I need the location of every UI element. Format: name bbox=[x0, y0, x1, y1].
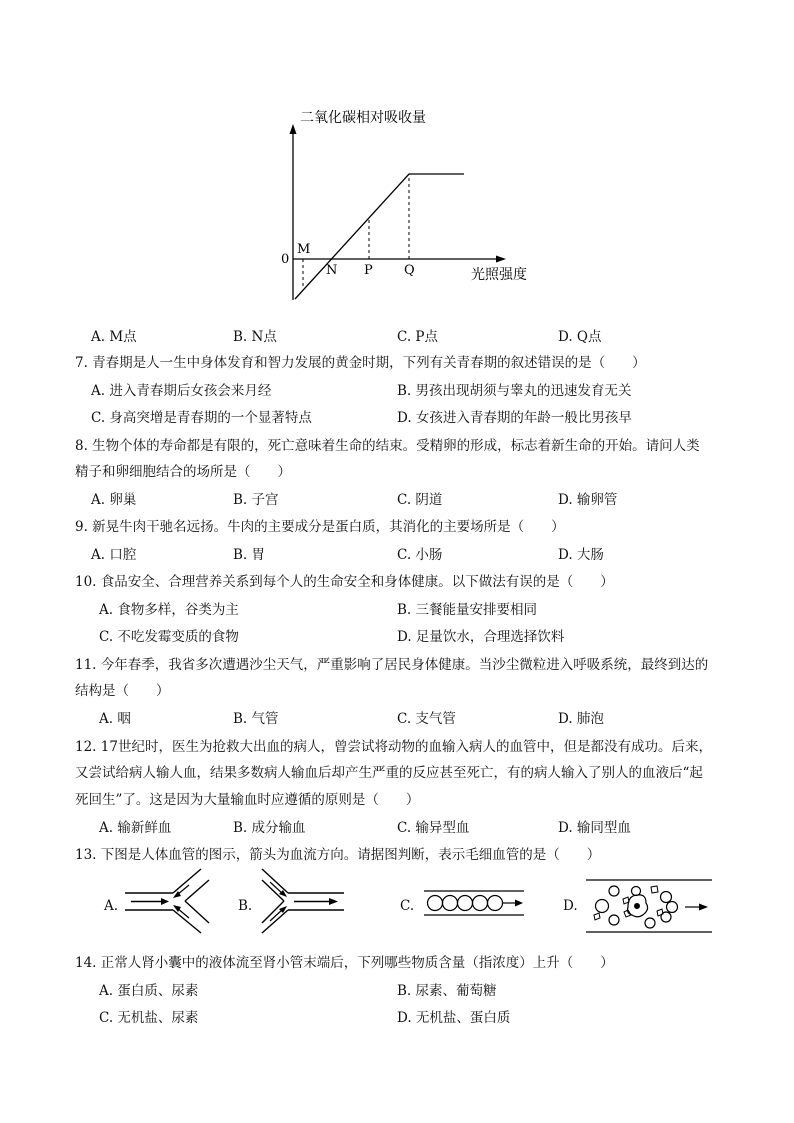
y-axis-label: 二氧化碳相对吸收量 bbox=[300, 110, 426, 126]
point-p-label: P bbox=[364, 263, 373, 278]
q6-option-a[interactable]: A. M点 bbox=[91, 329, 137, 345]
q13-option-c[interactable]: C. bbox=[400, 898, 415, 914]
vessel-a-diagram bbox=[123, 866, 213, 936]
q7-option-a[interactable]: A. 进入青春期后女孩会来月经 bbox=[91, 383, 272, 399]
vessel-c-diagram bbox=[422, 886, 526, 920]
q9-option-a[interactable]: A. 口腔 bbox=[91, 547, 137, 563]
q8-option-c[interactable]: C. 阴道 bbox=[397, 492, 443, 508]
q12-option-b[interactable]: B. 成分输血 bbox=[233, 820, 306, 836]
q9-option-d[interactable]: D. 大肠 bbox=[558, 547, 604, 563]
origin-label: 0 bbox=[281, 252, 290, 267]
q12-option-c[interactable]: C. 输异型血 bbox=[397, 820, 470, 836]
q7-option-c[interactable]: C. 身高突增是青春期的一个显著特点 bbox=[91, 410, 312, 426]
q11-option-d[interactable]: D. 肺泡 bbox=[558, 711, 604, 727]
q13-option-d[interactable]: D. bbox=[563, 898, 578, 914]
q8-stem-line1: 8. 生物个体的寿命都是有限的，死亡意味着生命的结束。受精卵的形成，标志着新生命的开始。请问人类 bbox=[75, 438, 700, 454]
q13-option-b[interactable]: B. bbox=[238, 898, 253, 914]
q14-option-c[interactable]: C. 无机盐、尿素 bbox=[99, 1010, 199, 1026]
q10-option-b[interactable]: B. 三餐能量安排要相同 bbox=[397, 602, 538, 618]
q12-option-d[interactable]: D. 输同型血 bbox=[558, 820, 631, 836]
q6-option-c[interactable]: C. P点 bbox=[397, 329, 439, 345]
q10-option-a[interactable]: A. 食物多样，谷类为主 bbox=[99, 602, 239, 618]
q8-option-d[interactable]: D. 输卵管 bbox=[558, 492, 618, 508]
q14-stem: 14. 正常人肾小囊中的液体流至肾小管末端后，下列哪些物质含量（指浓度）上升（ ） bbox=[75, 955, 614, 971]
absorption-curve bbox=[295, 174, 464, 299]
q13-option-a[interactable]: A. bbox=[104, 898, 119, 914]
q9-stem: 9. 新晃牛肉干驰名远扬。牛肉的主要成分是蛋白质，其消化的主要场所是（ ） bbox=[75, 519, 565, 535]
q6-option-b[interactable]: B. N点 bbox=[233, 329, 277, 345]
co2-light-graph bbox=[270, 100, 550, 310]
q14-option-b[interactable]: B. 尿素、葡萄糖 bbox=[397, 983, 497, 999]
point-n-label: N bbox=[326, 263, 338, 278]
q12-option-a[interactable]: A. 输新鲜血 bbox=[99, 820, 172, 836]
vessel-d-diagram bbox=[584, 877, 714, 935]
q14-option-a[interactable]: A. 蛋白质、尿素 bbox=[99, 983, 199, 999]
q9-option-c[interactable]: C. 小肠 bbox=[397, 547, 443, 563]
x-axis-label: 光照强度 bbox=[471, 267, 527, 283]
q12-stem-line3: 死回生”了。这是因为大量输血时应遵循的原则是（ ） bbox=[75, 792, 420, 808]
q10-option-c[interactable]: C. 不吃发霉变质的食物 bbox=[99, 629, 239, 645]
q14-option-d[interactable]: D. 无机盐、蛋白质 bbox=[397, 1010, 511, 1026]
q7-option-b[interactable]: B. 男孩出现胡须与睾丸的迅速发育无关 bbox=[397, 383, 632, 399]
q11-option-c[interactable]: C. 支气管 bbox=[397, 711, 456, 727]
vessel-b-diagram bbox=[258, 866, 348, 936]
point-m-label: M bbox=[297, 242, 311, 257]
q7-stem: 7. 青春期是人一生中身体发育和智力发展的黄金时期，下列有关青春期的叙述错误的是（ ） bbox=[75, 355, 646, 371]
q6-option-d[interactable]: D. Q点 bbox=[558, 329, 602, 345]
q13-stem: 13. 下图是人体血管的图示，箭头为血流方向。请据图判断，表示毛细血管的是（ ） bbox=[75, 847, 601, 863]
point-q-label: Q bbox=[404, 263, 415, 278]
y-axis-arrow bbox=[290, 124, 297, 134]
q10-stem: 10. 食品安全、合理营养关系到每个人的生命安全和身体健康。以下做法有误的是（ ） bbox=[75, 574, 614, 590]
q11-stem-line2: 结构是（ ） bbox=[75, 683, 170, 699]
q12-stem-line2: 又尝试给病人输人血，结果多数病人输血后却产生严重的反应甚至死亡，有的病人输入了别人的血液后“起 bbox=[75, 765, 703, 781]
q10-option-d[interactable]: D. 足量饮水，合理选择饮料 bbox=[397, 629, 565, 645]
q9-option-b[interactable]: B. 胃 bbox=[233, 547, 266, 563]
x-axis-arrow bbox=[496, 256, 506, 263]
q7-option-d[interactable]: D. 女孩进入青春期的年龄一般比男孩早 bbox=[397, 410, 632, 426]
q11-option-a[interactable]: A. 咽 bbox=[99, 711, 131, 727]
q11-stem-line1: 11. 今年春季，我省多次遭遇沙尘天气，严重影响了居民身体健康。当沙尘微粒进入呼吸系统，最终到达的 bbox=[75, 657, 709, 673]
q8-stem-line2: 精子和卵细胞结合的场所是（ ） bbox=[75, 464, 291, 480]
q12-stem-line1: 12. 17世纪时，医生为抢救大出血的病人，曾尝试将动物的血输入病人的血管中，但是都没有成功。后来， bbox=[75, 739, 712, 755]
q11-option-b[interactable]: B. 气管 bbox=[233, 711, 279, 727]
q8-option-a[interactable]: A. 卵巢 bbox=[91, 492, 137, 508]
q8-option-b[interactable]: B. 子宫 bbox=[233, 492, 279, 508]
